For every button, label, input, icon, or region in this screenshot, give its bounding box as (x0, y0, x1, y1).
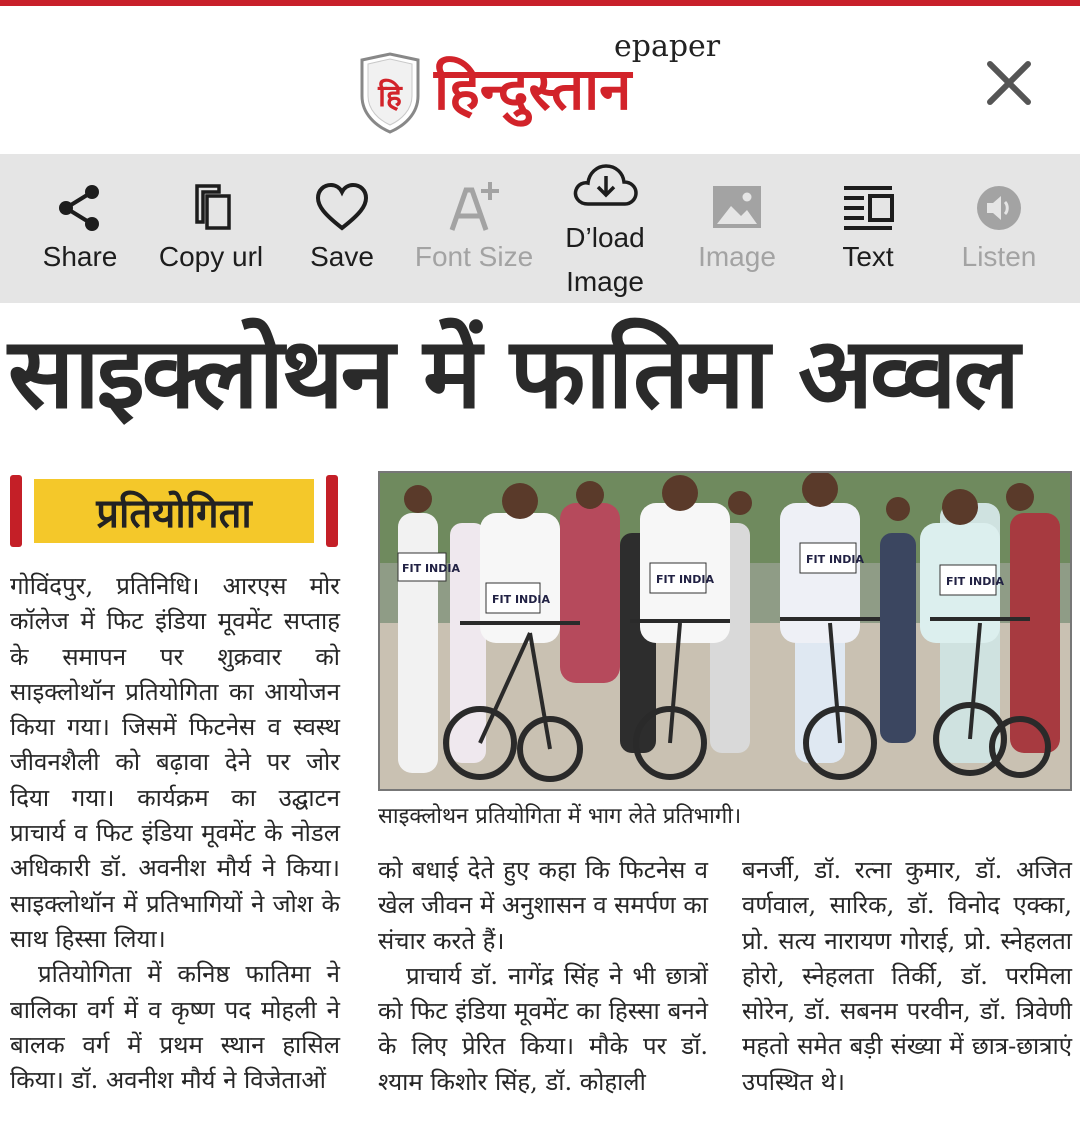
text-button[interactable] (803, 154, 933, 303)
column-1-paragraph-2: प्रतियोगिता में कनिष्ठ फातिमा ने बालिका वर्ग में व कृष्ण पद मोहली ने बालक वर्ग में प्रथम स्थान हासिल किया। डॉ. अवनीश मौर्य ने विजेताओं (10, 960, 340, 1095)
text-icon (838, 180, 898, 236)
section-tag (10, 475, 338, 547)
column-2-paragraph-2: प्राचार्य डॉ. नागेंद्र सिंह ने भी छात्रों को फिट इंडिया मूवमेंट का हिस्सा बनने के लिए प्रेरित किया। मौके पर डॉ. श्याम किशोर सिंह, डॉ. कोहाली (378, 961, 708, 1096)
column-3-paragraph-1: बनर्जी, डॉ. रत्ना कुमार, डॉ. अजित वर्णवाल, सारिक, डॉ. विनोद एक्का, प्रो. सत्य नारायण गोराई, प्रो. स्नेहलता होरो, स्नेहलता तिर्की, डॉ. परमिला सोरेन, डॉ. सबनम परवीन, डॉ. त्रिवेणी महतो समेत बड़ी संख्या में छात्र-छात्राएं उपस्थित थे। (742, 856, 1072, 1096)
text-label: Text (842, 241, 894, 272)
image-icon (707, 180, 767, 236)
image-button[interactable] (672, 154, 802, 303)
share-icon (50, 180, 110, 236)
tag-label: प्रतियोगिता (96, 490, 252, 537)
article-photo (378, 471, 1072, 791)
cyclothon-photo-illustration (380, 473, 1070, 789)
save-button[interactable] (277, 154, 407, 303)
column-2-paragraph-1: को बधाई देते हुए कहा कि फिटनेस व खेल जीवन में अनुशासन व समर्पण का संचार करते हैं। (378, 856, 709, 955)
tag-left-bar (10, 475, 22, 547)
image-label: Image (698, 241, 776, 272)
action-toolbar (0, 154, 1080, 303)
listen-label: Listen (961, 241, 1037, 272)
download-image-button[interactable] (540, 154, 670, 303)
heart-icon (312, 180, 372, 236)
logo-shield-icon (358, 52, 422, 134)
photo-caption: साइक्लोथन प्रतियोगिता में भाग लेते प्रतिभागी। (378, 804, 742, 829)
copy-url-label: Copy url (158, 241, 264, 272)
article-headline: साइक्लोथन में फातिमा अव्वल (8, 317, 1017, 431)
save-label: Save (310, 241, 374, 272)
listen-button[interactable] (934, 154, 1064, 303)
font-size-icon (444, 180, 504, 236)
font-size-label: Font Size (414, 241, 534, 272)
fit-india-badge-1: FIT INDIA (492, 593, 550, 606)
article-column-3 (742, 853, 1072, 1100)
share-button[interactable] (15, 154, 145, 303)
brand-name: हिन्दुस्तान (434, 55, 632, 123)
speaker-icon (969, 180, 1029, 236)
share-label: Share (42, 241, 118, 272)
tag-box (34, 479, 314, 543)
cloud-download-icon (570, 162, 640, 210)
article-column-1 (10, 569, 340, 1098)
close-icon[interactable] (976, 50, 1042, 116)
app-header (0, 6, 1080, 154)
fit-india-badge-3: FIT INDIA (806, 553, 864, 566)
column-1-paragraph-1: गोविंदपुर, प्रतिनिधि। आरएस मोर कॉलेज में फिट इंडिया मूवमेंट सप्ताह के समापन पर शुक्रवार को साइक्लोथॉन प्रतियोगिता का आयोजन किया गया। जिसमें फिटनेस व स्वस्थ जीवनशैली को बढ़ावा देने पर जोर दिया गया। कार्यक्रम का उद्घाटन प्राचार्य व फिट इंडिया मूवमेंट के नोडल अधिकारी डॉ. अवनीश मौर्य ने किया। साइक्लोथॉन में प्रतिभागियों ने जोश के साथ हिस्सा लिया। (10, 572, 340, 953)
article-column-2 (378, 853, 708, 1100)
download-image-label: D’load Image (565, 222, 645, 297)
font-size-button[interactable] (409, 154, 539, 303)
article-clipping (0, 303, 1080, 1147)
fit-india-badge-4: FIT INDIA (946, 575, 1004, 588)
brand-subtitle: epaper (614, 29, 721, 64)
logo-letter: हि (378, 79, 402, 114)
brand-logo (358, 29, 728, 142)
copy-icon (181, 180, 241, 236)
tag-right-bar (326, 475, 338, 547)
fit-india-badge-5: FIT INDIA (402, 562, 460, 575)
fit-india-badge-2: FIT INDIA (656, 573, 714, 586)
copy-url-button[interactable] (146, 154, 276, 303)
